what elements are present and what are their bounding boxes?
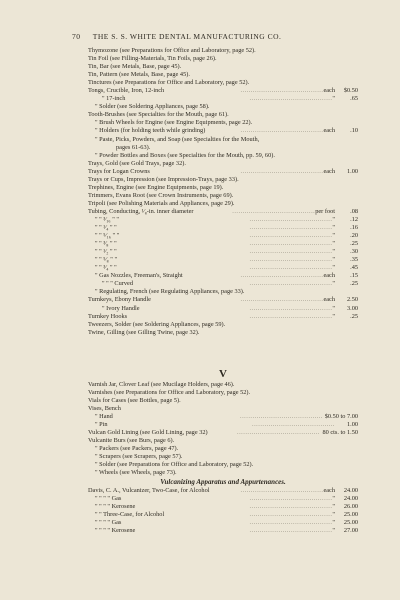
dot-leader: ........................................ bbox=[252, 420, 335, 428]
dot-leader: ........................................ bbox=[240, 296, 324, 304]
dot-leader: ........................................ bbox=[249, 224, 333, 232]
entry-text: pages 61-63). bbox=[116, 143, 151, 151]
entry-price: .25 bbox=[350, 240, 358, 248]
entry-unit: per foot bbox=[315, 207, 335, 215]
entry-price: .45 bbox=[350, 264, 358, 272]
entry-text: Varnish Jar, Clover Leaf (see Mucilage Holders, page 46). bbox=[88, 380, 235, 388]
entry-text: " " ⁵⁄₈ " " bbox=[95, 256, 118, 264]
section-letter: V bbox=[219, 367, 227, 380]
entry-unit: " bbox=[332, 232, 335, 240]
entry-price: 27.00 bbox=[343, 527, 358, 535]
catalog-entry bbox=[88, 63, 358, 71]
catalog-entry bbox=[88, 192, 358, 200]
catalog-entry bbox=[88, 240, 358, 248]
entry-unit: each bbox=[323, 487, 335, 495]
entry-text: Davis, C. A., Vulcanizer, Two-Case, for Alcohol bbox=[88, 487, 210, 495]
entry-text: Tin, Bar (see Metals, Base, page 45). bbox=[88, 63, 182, 71]
catalog-entry bbox=[88, 381, 358, 389]
entry-unit: " bbox=[332, 304, 335, 312]
entry-price: $0.50 bbox=[343, 87, 358, 95]
catalog-entry bbox=[88, 136, 358, 144]
catalog-entry bbox=[88, 321, 358, 329]
entry-text: Vulcanite Burs (see Burs, page 6). bbox=[88, 437, 175, 445]
entry-text: " " " " Gas bbox=[95, 495, 122, 503]
catalog-entry bbox=[88, 248, 358, 256]
entry-text: Thymozone (see Preparations for Office and Laboratory, page 52). bbox=[88, 47, 256, 54]
section-spacer bbox=[88, 337, 358, 367]
catalog-entry bbox=[88, 256, 358, 264]
entry-unit: " bbox=[332, 511, 335, 519]
dot-leader: ........................................ bbox=[249, 312, 333, 320]
dot-leader: ........................................ bbox=[240, 487, 324, 495]
catalog-entry bbox=[88, 176, 358, 184]
catalog-entry bbox=[88, 168, 358, 176]
catalog-entry bbox=[88, 87, 358, 95]
catalog-entry bbox=[88, 144, 358, 152]
catalog-entry bbox=[88, 511, 358, 519]
entry-text: Tongs, Crucible, Iron, 12-inch bbox=[88, 87, 165, 95]
subsection-heading: Vulcanizing Apparatus and Appurtenances. bbox=[160, 478, 286, 487]
entry-price: .12 bbox=[350, 215, 358, 223]
entry-price: .20 bbox=[350, 232, 358, 240]
entry-text: " Brush Wheels for Engine (see Engine Equipments, page 22). bbox=[95, 119, 253, 127]
catalog-entry bbox=[88, 519, 358, 527]
dot-leader: ........................................ bbox=[249, 232, 333, 240]
catalog-entry bbox=[88, 461, 358, 469]
catalog-entry bbox=[88, 453, 358, 461]
entry-unit: " bbox=[332, 519, 335, 527]
entry-unit: " bbox=[332, 503, 335, 511]
entry-text: Tin Foil (see Filling-Materials, Tin Foils, page 26). bbox=[88, 55, 217, 63]
dot-leader: ........................................ bbox=[249, 248, 333, 256]
entry-text: Vulcan Gold Lining (see Gold Lining, page 32) bbox=[88, 428, 208, 436]
catalog-entry bbox=[88, 280, 358, 288]
entry-text: Tin, Pattern (see Metals, Base, page 45). bbox=[88, 71, 190, 79]
entry-price: 80 cts. to 1.50 bbox=[322, 428, 358, 436]
catalog-entry bbox=[88, 160, 358, 168]
entry-text: Tooth-Brushes (see Specialties for the Mouth, page 61). bbox=[88, 111, 229, 119]
catalog-entry bbox=[88, 421, 358, 429]
dot-leader: ........................................ bbox=[249, 304, 333, 312]
catalog-entry bbox=[88, 79, 358, 87]
entry-price: .30 bbox=[350, 248, 358, 256]
entry-unit: each bbox=[323, 167, 335, 175]
entry-text: Turnkey Hooks bbox=[88, 312, 128, 320]
entry-text: " " ⁵⁄₁₆ " " bbox=[95, 232, 120, 240]
catalog-entry bbox=[88, 288, 358, 296]
dot-leader: ........................................ bbox=[249, 519, 333, 527]
catalog-entry bbox=[88, 469, 358, 477]
catalog-entry bbox=[88, 272, 358, 280]
catalog-entry bbox=[88, 313, 358, 321]
entry-text: " " ³⁄₁₆ " " bbox=[95, 215, 119, 223]
entry-text: " Regulating, French (see Regulating Appliances, page 33). bbox=[95, 288, 245, 296]
dot-leader: ........................................ bbox=[240, 272, 324, 280]
entry-price: 24.00 bbox=[343, 495, 358, 503]
entry-unit: " bbox=[332, 264, 335, 272]
running-title: THE S. S. WHITE DENTAL MANUFACTURING CO. bbox=[92, 32, 282, 41]
entry-text: " " ³⁄₈ " " bbox=[95, 240, 117, 248]
catalog-entry bbox=[88, 208, 358, 216]
dot-leader: ........................................ bbox=[249, 511, 333, 519]
entry-text: " " " " Kerosene bbox=[95, 503, 136, 511]
catalog-entry bbox=[88, 437, 358, 445]
catalog-entry bbox=[88, 103, 358, 111]
entry-price: 26.00 bbox=[343, 503, 358, 511]
entry-unit: each bbox=[323, 272, 335, 280]
entry-unit: " bbox=[332, 527, 335, 535]
dot-leader: ........................................ bbox=[249, 240, 333, 248]
entry-text: " Scrapers (see Scrapers, page 57). bbox=[95, 453, 183, 461]
entry-text: Trays for Logan Crowns bbox=[88, 167, 150, 175]
catalog-entry bbox=[88, 200, 358, 208]
entry-price: .10 bbox=[350, 127, 358, 135]
catalog-entry bbox=[88, 111, 358, 119]
catalog-entry bbox=[88, 413, 358, 421]
entry-price: .16 bbox=[350, 224, 358, 232]
entry-text: " " " Curved bbox=[102, 280, 133, 288]
catalog-entry bbox=[88, 445, 358, 453]
entry-text: Vials for Cases (see Bottles, page 5). bbox=[88, 396, 181, 404]
entry-text: Twine, Gilling (see Gilling Twine, page 32). bbox=[88, 328, 200, 336]
entry-unit: each bbox=[323, 127, 335, 135]
entry-price: .15 bbox=[350, 272, 358, 280]
entry-text: " Paste, Picks, Powders, and Soap (see Specialties for the Mouth, bbox=[95, 135, 260, 143]
entry-text: " 17-inch bbox=[102, 95, 126, 103]
entry-text: Trephines, Engine (see Engine Equipments, page 19). bbox=[88, 183, 224, 191]
catalog-entry bbox=[88, 329, 358, 337]
entry-text: " " ³⁄₄ " " bbox=[95, 264, 117, 272]
entry-unit: " bbox=[332, 215, 335, 223]
catalog-entry bbox=[88, 71, 358, 79]
entry-unit: " bbox=[332, 240, 335, 248]
catalog-entry bbox=[88, 224, 358, 232]
dot-leader: ........................................ bbox=[237, 428, 320, 436]
entry-price: 3.00 bbox=[346, 304, 358, 312]
catalog-entry bbox=[88, 55, 358, 63]
entry-price: 24.00 bbox=[343, 487, 358, 495]
catalog-entry bbox=[88, 119, 358, 127]
entry-price: .08 bbox=[350, 207, 358, 215]
dot-leader: ........................................ bbox=[249, 264, 333, 272]
entry-text: Vises, Bench bbox=[88, 404, 121, 412]
entry-text: " Holders (for holding teeth while grinding) bbox=[95, 127, 206, 135]
catalog-entry bbox=[88, 127, 358, 135]
catalog-entry bbox=[88, 495, 358, 503]
entry-unit: " bbox=[332, 224, 335, 232]
entry-unit: " bbox=[332, 312, 335, 320]
entry-text: Tweezers, Solder (see Soldering Appliances, page 59). bbox=[88, 320, 226, 328]
entry-text: Tinctures (see Preparations for Office and Laboratory, page 52). bbox=[88, 79, 250, 87]
entry-price: .35 bbox=[350, 256, 358, 264]
entry-price: .25 bbox=[350, 280, 358, 288]
dot-leader: ........................................ bbox=[249, 527, 333, 535]
entry-price: $0.50 to 7.00 bbox=[324, 412, 358, 420]
entry-unit: each bbox=[323, 87, 335, 95]
catalog-entry bbox=[88, 305, 358, 313]
entry-unit: " bbox=[332, 256, 335, 264]
entry-text: Turnkeys, Ebony Handle bbox=[88, 296, 151, 304]
catalog-listing bbox=[88, 47, 358, 536]
catalog-entry bbox=[88, 389, 358, 397]
catalog-entry bbox=[88, 47, 358, 55]
entry-text: " " Three-Case, for Alcohol bbox=[95, 511, 165, 519]
entry-text: " Powder Bottles and Boxes (see Specialties for the Mouth, pp. 59, 60). bbox=[95, 151, 275, 159]
entry-price: 2.50 bbox=[346, 296, 358, 304]
catalog-entry bbox=[88, 296, 358, 304]
catalog-entry bbox=[88, 152, 358, 160]
catalog-entry bbox=[88, 429, 358, 437]
entry-unit: " bbox=[332, 495, 335, 503]
entry-text: " Hand bbox=[95, 412, 113, 420]
entry-text: Varnishes (see Preparations for Office and Laboratory, page 52). bbox=[88, 388, 251, 396]
entry-text: Trays or Cups, Impression (see Impression-Trays, page 33). bbox=[88, 175, 239, 183]
entry-unit: " bbox=[332, 95, 335, 103]
dot-leader: ........................................ bbox=[249, 215, 333, 223]
catalog-entry bbox=[88, 184, 358, 192]
dot-leader: ........................................ bbox=[240, 167, 324, 175]
dot-leader: ........................................ bbox=[232, 207, 316, 215]
page-header bbox=[72, 32, 281, 41]
entry-text: " Wheels (see Wheels, page 73). bbox=[95, 469, 177, 477]
dot-leader: ........................................ bbox=[240, 127, 324, 135]
catalog-entry bbox=[88, 487, 358, 495]
dot-leader: ........................................ bbox=[249, 280, 333, 288]
dot-leader: ........................................ bbox=[249, 256, 333, 264]
entry-price: 25.00 bbox=[343, 519, 358, 527]
entry-text: Trimmers, Evans Root (see Crown Instruments, page 69). bbox=[88, 191, 234, 199]
entry-text: Tripoli (see Polishing Materials and Appliances, page 29). bbox=[88, 199, 235, 207]
catalog-entry bbox=[88, 397, 358, 405]
entry-text: " Pin bbox=[95, 420, 108, 428]
entry-text: " Packers (see Packers, page 47). bbox=[95, 445, 179, 453]
catalog-entry bbox=[88, 264, 358, 272]
entry-unit: " bbox=[332, 248, 335, 256]
catalog-entry bbox=[88, 232, 358, 240]
entry-unit: " bbox=[332, 280, 335, 288]
entry-text: " " " " Kerosene bbox=[95, 527, 136, 535]
entry-text: " " ¹⁄₄ " " bbox=[95, 224, 117, 232]
catalog-entry bbox=[88, 503, 358, 511]
catalog-entry bbox=[88, 216, 358, 224]
entry-text: " " " " Gas bbox=[95, 519, 122, 527]
entry-text: " Ivory Handle bbox=[102, 304, 140, 312]
entry-price: 1.00 bbox=[346, 167, 358, 175]
dot-leader: ........................................ bbox=[240, 412, 323, 420]
entry-price: 1.00 bbox=[346, 420, 358, 428]
entry-text: " Solder (see Soldering Appliances, page 58). bbox=[95, 103, 210, 111]
dot-leader: ........................................ bbox=[249, 503, 333, 511]
entry-text: Trays, Gold (see Gold Trays, page 32). bbox=[88, 159, 186, 167]
dot-leader: ........................................ bbox=[249, 95, 333, 103]
entry-unit: each bbox=[323, 296, 335, 304]
dot-leader: ........................................ bbox=[240, 87, 324, 95]
dot-leader: ........................................ bbox=[249, 495, 333, 503]
entry-text: " " ¹⁄₂ " " bbox=[95, 248, 117, 256]
entry-text: " Gas Nozzles, Freeman's, Straight bbox=[95, 272, 183, 280]
entry-price: 25.00 bbox=[343, 511, 358, 519]
entry-price: .25 bbox=[350, 312, 358, 320]
entry-text: Tubing, Conducting, ¹⁄₈-in. inner diameter bbox=[88, 207, 194, 215]
entry-price: .65 bbox=[350, 95, 358, 103]
catalog-entry bbox=[88, 527, 358, 535]
catalog-entry bbox=[88, 405, 358, 413]
page-number: 70 bbox=[72, 32, 81, 41]
entry-text: " Solder (see Preparations for Office and Laboratory, page 52). bbox=[95, 461, 254, 469]
catalog-entry bbox=[88, 95, 358, 103]
